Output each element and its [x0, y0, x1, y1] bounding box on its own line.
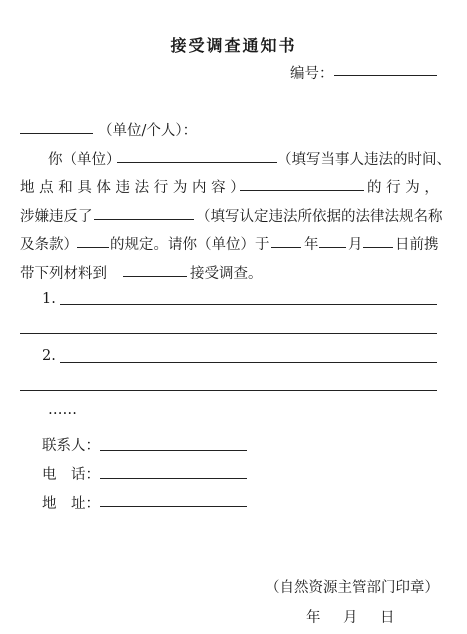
- footer-day-label: 日: [380, 610, 395, 626]
- footer-year-label: 年: [306, 610, 321, 626]
- hint-fill-place: 地 点 和 具 体 违 法 行 为 内 容 ）: [20, 180, 245, 196]
- suspected-text: 涉嫌违反了: [20, 209, 93, 225]
- month-label: 月: [348, 237, 363, 253]
- contact-person-label: 联系人：: [42, 438, 100, 454]
- address-field[interactable]: [100, 506, 247, 507]
- day-before-text: 日前携: [395, 237, 439, 253]
- accept-text: 接受调查。: [190, 266, 263, 282]
- bring-to-text: 带下列材料到: [20, 266, 107, 282]
- year-label: 年: [304, 237, 319, 253]
- year-field[interactable]: [271, 247, 301, 248]
- item-1-line-2[interactable]: [20, 333, 437, 334]
- hint-fill-time: （填写当事人违法的时间、: [277, 152, 451, 168]
- footer-month-label: 月: [343, 610, 358, 626]
- you-unit-label: 你（单位）: [48, 152, 121, 168]
- location-field[interactable]: [123, 276, 187, 277]
- number-label: 编号：: [290, 66, 334, 82]
- day-field[interactable]: [363, 247, 393, 248]
- unit-name-field[interactable]: [117, 162, 277, 163]
- phone-label: 电 话：: [42, 467, 100, 483]
- item-2-line[interactable]: [60, 362, 437, 363]
- hint-articles: 及条款）: [20, 237, 78, 253]
- hint-fill-law: （填写认定违法所依据的法律法规名称: [196, 209, 443, 225]
- addressee-hint: （单位/个人）：: [98, 123, 198, 139]
- articles-field[interactable]: [77, 247, 109, 248]
- ellipsis: ……: [48, 402, 77, 418]
- regulation-please-text: 的规定。请你（单位）于: [110, 237, 270, 253]
- month-field[interactable]: [319, 247, 346, 248]
- item-1-line[interactable]: [60, 304, 437, 305]
- number-field[interactable]: [334, 75, 437, 76]
- seal-text: （自然资源主管部门印章）: [265, 580, 439, 596]
- law-field[interactable]: [94, 219, 194, 220]
- phone-field[interactable]: [100, 478, 247, 479]
- item-2-label: 2.: [42, 348, 56, 364]
- behavior-text: 的 行 为 ，: [367, 180, 439, 196]
- item-2-line-2[interactable]: [20, 390, 437, 391]
- address-label: 地 址：: [42, 496, 100, 512]
- violation-content-field[interactable]: [240, 190, 364, 191]
- item-1-label: 1.: [42, 291, 56, 307]
- contact-person-field[interactable]: [100, 450, 247, 451]
- addressee-field[interactable]: [20, 133, 93, 134]
- page-title: 接受调查通知书: [170, 36, 297, 55]
